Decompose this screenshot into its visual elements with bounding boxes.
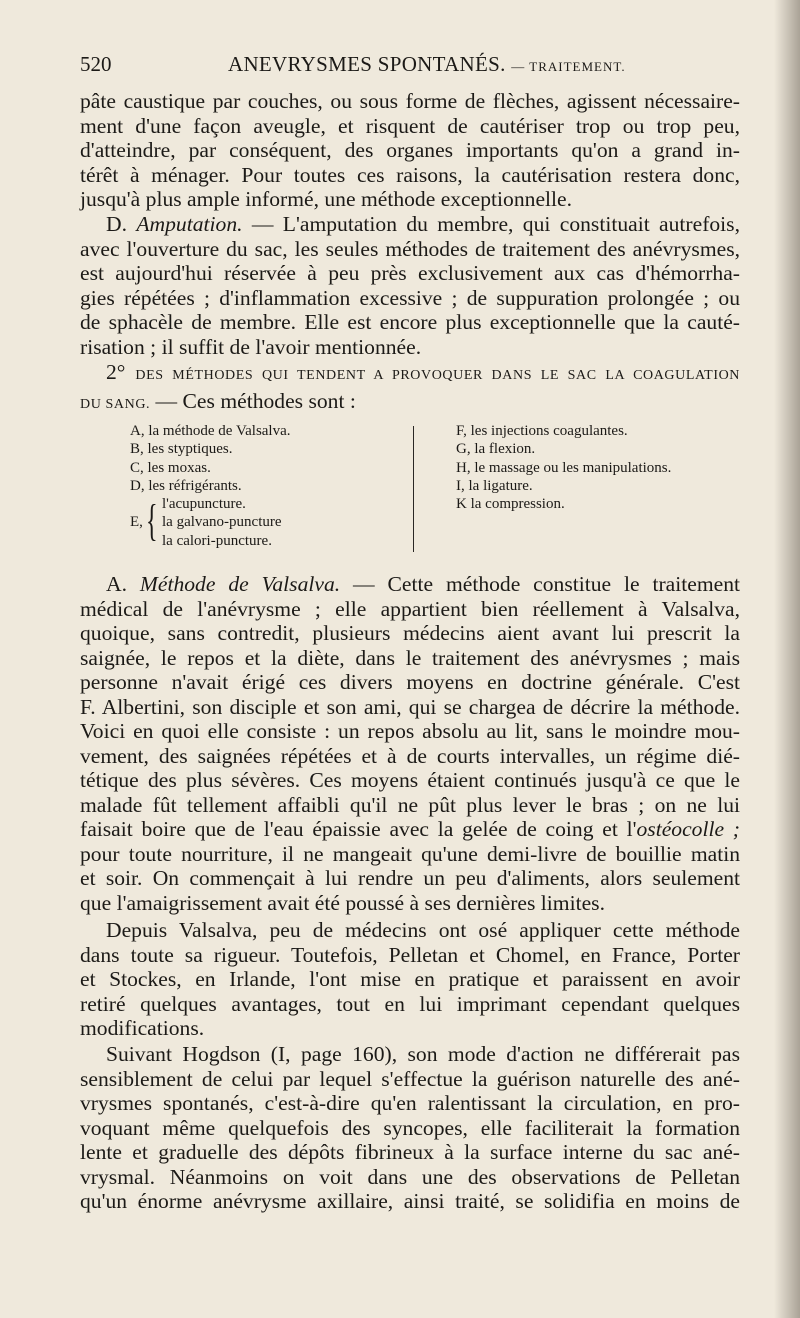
list-item: D, les réfrigérants.	[130, 477, 242, 494]
methods-right-column	[456, 422, 716, 513]
text-line: pâte caustique par couches, ou sous forme de flèches, agissent nécessaire-	[80, 89, 740, 113]
text-line: qu'un énorme anévrysme axillaire, ainsi traité, se solidifia en moins de	[80, 1189, 740, 1213]
list-item: A, la méthode de Valsalva.	[130, 423, 291, 439]
text-line: lente et graduelle des dépôts fibrineux à la surface interne du sac ané-	[80, 1140, 740, 1164]
text-line: voquant même quelquefois des syncopes, elle faciliterait la formation	[80, 1115, 740, 1140]
text-line: dans toute sa rigueur. Toutefois, Pelletan et Chomel, en France, Porter	[80, 942, 740, 967]
text-line: F. Albertini, son disciple et son ami, qui se chargea de décrire la méthode.	[80, 694, 740, 719]
text-line: est aujourd'hui réservée à peu près exclusivement aux cas d'hémorrha-	[80, 261, 740, 285]
list-item: H, le massage ou les manipulations.	[456, 459, 672, 476]
text-line: sensiblement de celui par lequel s'effectue la guérison naturelle des ané-	[80, 1066, 740, 1091]
text-line: modifications.	[80, 1016, 205, 1040]
italic-term: ostéocolle ;	[636, 817, 740, 841]
text-line: d'atteindre, par conséquent, des organes importants qu'on a grand in-	[80, 138, 740, 162]
text-line: médical de l'anévrysme ; elle appartient bien réellement à Valsalva,	[80, 596, 740, 621]
text-line: personne n'avait érigé ces divers moyens en doctrine générale. C'est	[80, 670, 740, 694]
column-divider	[413, 426, 414, 552]
list-item: G, la flexion.	[456, 441, 536, 458]
methods-list	[130, 422, 710, 552]
text-line: et soir. On commençait à lui rendre un peu d'aliments, alors seulement	[80, 866, 740, 890]
text-line: jusqu'à plus ample informé, une méthode exceptionnelle.	[80, 187, 573, 211]
paragraph-valsalva	[80, 572, 740, 915]
text-line: avec l'ouverture du sac, les seules méthodes de traitement des anévrysmes,	[80, 236, 740, 261]
methods-group-e	[130, 495, 410, 550]
text-line	[80, 360, 740, 389]
section-heading-block	[80, 360, 740, 417]
list-item: la calori-puncture.	[162, 532, 272, 549]
text-line: saignée, le repos et la diète, dans le traitement des anévrysmes ; mais	[80, 645, 740, 670]
paragraph-depuis-valsalva	[80, 918, 740, 1041]
text-fragment: faisait boire que de l'eau épaissie avec la gelée de coing et l'	[80, 817, 637, 841]
text-line: que l'amaigrissement avait été poussé à ses dernières limites.	[80, 890, 605, 915]
running-title	[228, 52, 626, 77]
section-title: DES MÉTHODES QUI TENDENT A PROVOQUER DANS LE SAC LA COAGULATION	[135, 368, 740, 383]
text-line: de sphacèle de membre. Elle est encore plus exceptionnelle que la cauté-	[80, 310, 740, 334]
text-line: vrysmes spontanés, c'est-à-dire qu'en ralentissant la circulation, en pro-	[80, 1091, 740, 1115]
page-number: 520	[80, 52, 112, 76]
running-title-sub: — TRAITEMENT.	[511, 59, 626, 74]
paragraph-amputation	[80, 212, 740, 359]
list-item: C, les moxas.	[130, 459, 211, 476]
text-line: pour toute nourriture, il ne mangeait qu'une demi-livre de bouillie matin	[80, 841, 740, 866]
brace-symbol: {	[146, 496, 158, 546]
list-item: l'acupuncture.	[162, 496, 246, 513]
section-number: 2°	[106, 360, 126, 384]
list-item: F, les injections coagulantes.	[456, 423, 628, 439]
section-heading: Amputation.	[136, 212, 243, 236]
text-line	[80, 389, 740, 418]
text-fragment: — Ces méthodes sont :	[150, 388, 356, 413]
running-title-main: ANEVRYSMES SPONTANÉS.	[228, 52, 506, 76]
text-line: Voici en quoi elle consiste : un repos absolu au lit, sans le moindre mou-	[80, 719, 740, 743]
methods-group-items	[162, 495, 282, 550]
section-heading: Méthode de Valsalva.	[139, 572, 341, 596]
methods-left-column	[130, 422, 410, 550]
text-line	[80, 212, 740, 237]
section-letter: D.	[106, 212, 127, 236]
running-header	[80, 52, 740, 82]
text-fragment: — Cette méthode constitue le traitement	[340, 572, 741, 596]
text-line: risation ; il suffit de l'avoir mentionnée.	[80, 334, 422, 359]
section-letter: A.	[106, 572, 127, 596]
text-line: quoique, sans contredit, plusieurs médecins aient avant lui prescrit la	[80, 621, 740, 645]
text-line: térêt à ménager. Pour toutes ces raisons, la cautérisation restera donc,	[80, 162, 740, 187]
text-line	[80, 572, 740, 597]
section-title-end: DU SANG.	[80, 396, 151, 412]
text-line	[80, 817, 740, 842]
paragraph-hogdson	[80, 1042, 740, 1214]
text-line: Depuis Valsalva, peu de médecins ont osé appliquer cette méthode	[106, 918, 740, 942]
list-item: K la compression.	[456, 496, 565, 513]
text-line: et Stockes, en Irlande, l'ont mise en pratique et paraissent en avoir	[80, 967, 740, 991]
list-letter: E,	[130, 514, 143, 531]
paragraph-cauterisation	[80, 89, 740, 212]
text-line: retiré quelques avantages, tout en lui imprimant cependant quelques	[80, 991, 740, 1016]
list-item: I, la ligature.	[456, 477, 533, 494]
text-line: gies répétées ; d'inflammation excessive ; de suppuration prolongée ; ou	[80, 285, 740, 310]
text-line: tétique des plus sévères. Ces moyens étaient continués jusqu'à ce que le	[80, 768, 740, 792]
text-line: ment d'une façon aveugle, et risquent de cautériser trop ou trop peu,	[80, 113, 740, 138]
page-edge-shadow	[774, 0, 800, 1318]
text-line: Suivant Hogdson (I, page 160), son mode d'action ne différerait pas	[106, 1042, 740, 1066]
text-fragment: — L'amputation du membre, qui constituait autrefois,	[242, 212, 740, 236]
list-item: la galvano-puncture	[162, 514, 282, 531]
text-line: malade fût tellement affaibli qu'il ne pût plus lever le bras ; on ne lui	[80, 792, 740, 817]
text-line: vement, des saignées répétées et à de courts intervalles, un régime dié-	[80, 743, 740, 768]
list-item: B, les styptiques.	[130, 441, 233, 458]
text-line: vrysmal. Néanmoins on voit dans une des observations de Pelletan	[80, 1164, 740, 1189]
